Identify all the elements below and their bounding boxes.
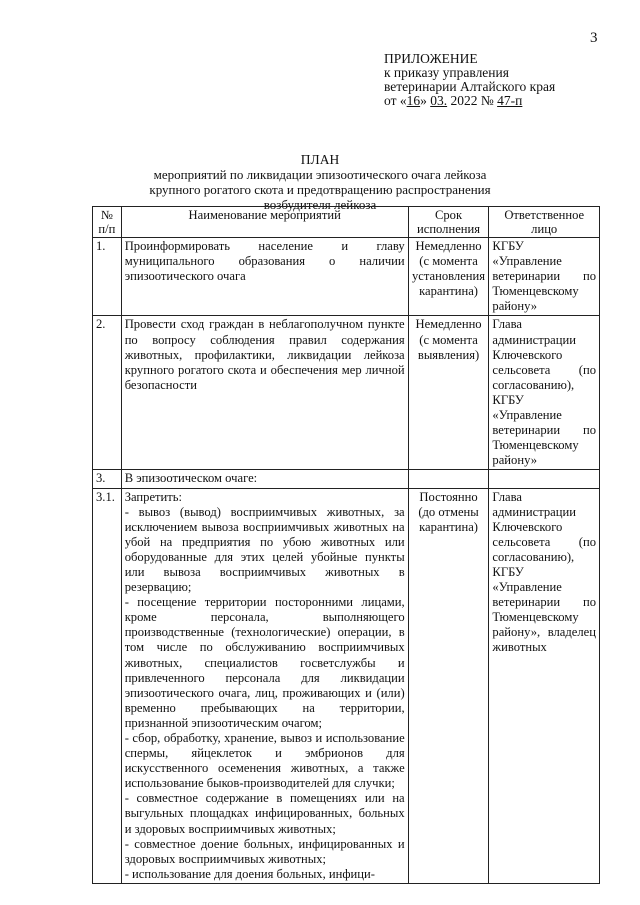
row-name bbox=[121, 488, 408, 883]
appendix-block bbox=[384, 52, 555, 108]
header-resp: Ответственное лицо bbox=[489, 207, 600, 238]
list-item: - вывоз (вывод) восприимчивых животных, за исключением вывоза восприимчивых животных на убой на предприятия по убою животных или оборудованные для этих целей убойные пункты или вывоза восприимчивых животных в резервацию; bbox=[124, 504, 405, 595]
row-term: Постоянно (до отмены карантина) bbox=[408, 488, 489, 883]
appendix-line-3: ветеринарии Алтайского края bbox=[384, 79, 556, 94]
row-num: 3.1. bbox=[93, 488, 122, 883]
list-item: - совместное содержание в помещениях или на выгульных площадках инфицированных, больных и здоровых восприимчивых животных; bbox=[124, 791, 405, 836]
row-resp: Глава администрации Ключевского сельсовета (по согласованию), КГБУ «Управление ветеринарии по Тюменцевскому району» bbox=[489, 316, 600, 470]
table-header-row bbox=[93, 207, 600, 238]
list-item: - использование для доения больных, инфици- bbox=[124, 866, 375, 881]
table-row bbox=[93, 470, 600, 488]
plan-subtitle: мероприятий по ликвидации эпизоотического очага лейкоза крупного рогатого скота и предотвращению распространения возбудителя лейкоза bbox=[149, 167, 491, 212]
list-item: - сбор, обработку, хранение, вывоз и использование спермы, яйцеклеток и эмбрионов для искусственного осеменения животных, а также использование быков-производителей для случки; bbox=[124, 731, 405, 791]
plan-table bbox=[92, 206, 600, 884]
list-item: - совместное доение больных, инфицированных и здоровых восприимчивых животных; bbox=[124, 836, 405, 866]
row-num: 3. bbox=[93, 470, 122, 488]
date-year: 2022 № bbox=[447, 93, 494, 108]
row-term: Немедленно (с момента выявления) bbox=[408, 316, 489, 470]
date-mid: » bbox=[420, 93, 431, 108]
row-name: В эпизоотическом очаге: bbox=[121, 470, 408, 488]
row-name-intro: Запретить: bbox=[124, 489, 183, 504]
table-row bbox=[93, 238, 600, 316]
row-num: 2. bbox=[93, 316, 122, 470]
row-num: 1. bbox=[93, 238, 122, 316]
row-resp: Глава администрации Ключевского сельсовета (по согласованию), КГБУ «Управление ветеринарии по Тюменцевскому району», владелец животных bbox=[489, 488, 600, 883]
header-name: Наименование мероприятий bbox=[121, 207, 408, 238]
date-month: 03. bbox=[430, 93, 448, 108]
date-prefix: от « bbox=[384, 93, 407, 108]
order-number: 47-п bbox=[497, 93, 523, 108]
header-num: № п/п bbox=[93, 207, 122, 238]
appendix-line-2: к приказу управления bbox=[384, 65, 509, 80]
appendix-line-1: ПРИЛОЖЕНИЕ bbox=[384, 51, 478, 66]
row-term bbox=[408, 470, 489, 488]
page-number: 3 bbox=[590, 30, 598, 46]
date-day: 16 bbox=[406, 93, 421, 108]
list-item: - посещение территории посторонними лицами, кроме персонала, выполняющего производственные (технологические) операции, в том числе по обслуживанию восприимчивых животных, специалистов госветслужбы и привлеченного персонала для ликвидации эпизоотического очага, лиц, проживающих и (или) временно пребывающих на территории, признанной эпизоотическим очагом; bbox=[124, 595, 405, 730]
row-name: Проинформировать население и главу муниципального образования о наличии эпизоотического очага bbox=[121, 238, 408, 316]
row-resp bbox=[489, 470, 600, 488]
header-term: Срок исполнения bbox=[408, 207, 489, 238]
row-term: Немедленно (с момента установления карантина) bbox=[408, 238, 489, 316]
table-row bbox=[93, 488, 600, 883]
table-row bbox=[93, 316, 600, 470]
row-resp: КГБУ «Управление ветеринарии по Тюменцевскому району» bbox=[489, 238, 600, 316]
appendix-date-line bbox=[384, 94, 555, 108]
plan-title: ПЛАН bbox=[300, 152, 340, 167]
row-name: Провести сход граждан в неблагополучном пункте по вопросу соблюдения правил содержания животных, профилактики, ликвидации лейкоза крупного рогатого скота и обеспечения мер личной безопасности bbox=[121, 316, 408, 470]
